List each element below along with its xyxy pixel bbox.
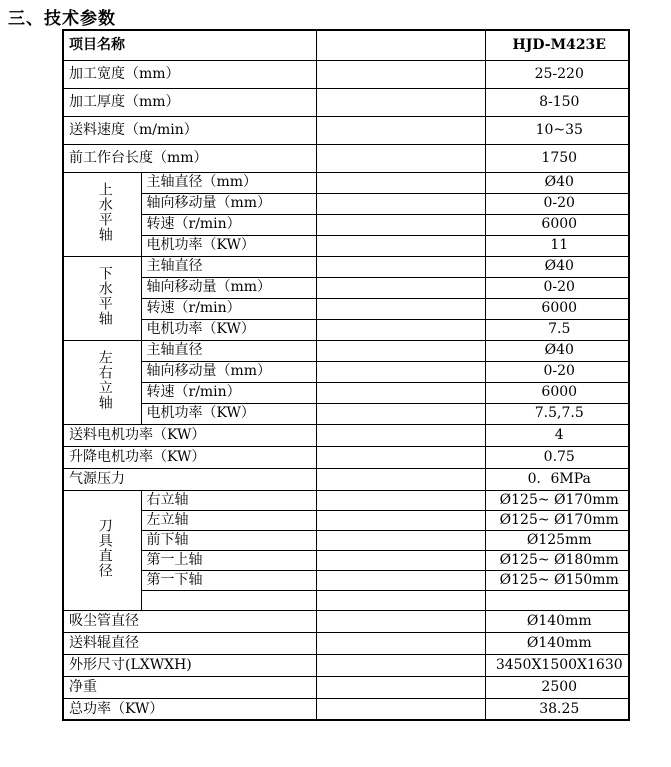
spec-row [63, 144, 629, 172]
section-title: 三、技术参数 [8, 9, 116, 28]
spec-value: 6000 [485, 214, 629, 235]
middle-cell [316, 610, 485, 632]
spec-label: 第一下轴 [141, 570, 316, 590]
spec-row [63, 510, 629, 530]
spec-row [63, 698, 629, 720]
spec-row [63, 632, 629, 654]
spec-value: 4 [485, 424, 629, 446]
spec-value: Ø125~ Ø150mm [485, 570, 629, 590]
middle-cell [316, 193, 485, 214]
spec-value: 6000 [485, 382, 629, 403]
spec-label: 总功率（KW） [63, 698, 316, 720]
spec-value: 38.25 [485, 698, 629, 720]
spec-label: 转速（r/min） [141, 298, 316, 319]
middle-cell [316, 361, 485, 382]
spec-row [63, 490, 629, 510]
spec-value: 7.5,7.5 [485, 403, 629, 424]
middle-cell [316, 676, 485, 698]
middle-cell [316, 298, 485, 319]
spec-value: Ø40 [485, 340, 629, 361]
spec-value: Ø125~ Ø170mm [485, 510, 629, 530]
spec-value: 11 [485, 235, 629, 256]
group-label-text: 左右立轴 [96, 349, 113, 410]
spec-label: 吸尘管直径 [63, 610, 316, 632]
spec-value: 0.75 [485, 446, 629, 468]
middle-cell [316, 698, 485, 720]
spec-label: 主轴直径 [141, 340, 316, 361]
spec-value: 25-220 [485, 60, 629, 88]
spec-value: 8-150 [485, 88, 629, 116]
middle-cell [316, 403, 485, 424]
spec-value: 2500 [485, 676, 629, 698]
middle-cell [316, 214, 485, 235]
spec-label: 送料电机功率（KW） [63, 424, 316, 446]
spec-label: 送料速度（m/min） [63, 116, 316, 144]
middle-cell [316, 632, 485, 654]
middle-cell [316, 468, 485, 490]
spec-row [63, 193, 629, 214]
spec-label: 右立轴 [141, 490, 316, 510]
spec-row [63, 468, 629, 490]
spec-row [63, 172, 629, 193]
column-header-model: HJD-M423E [485, 30, 629, 60]
spec-value [485, 590, 629, 610]
spec-row [63, 361, 629, 382]
group-label-tool-diameter [63, 490, 141, 610]
spec-label: 电机功率（KW） [141, 403, 316, 424]
middle-cell [316, 319, 485, 340]
spec-row [63, 340, 629, 361]
spec-label: 电机功率（KW） [141, 235, 316, 256]
spec-label: 净重 [63, 676, 316, 698]
column-header-item-name: 项目名称 [63, 30, 316, 60]
middle-cell [316, 116, 485, 144]
middle-cell [316, 570, 485, 590]
spec-value: Ø125~ Ø180mm [485, 550, 629, 570]
header-row [63, 30, 629, 60]
spec-row [63, 235, 629, 256]
spec-value: 0-20 [485, 277, 629, 298]
middle-cell [316, 530, 485, 550]
middle-cell [316, 446, 485, 468]
group-label-upper-horizontal-spindle [63, 172, 141, 256]
spec-value: 7.5 [485, 319, 629, 340]
spec-value: 6000 [485, 298, 629, 319]
middle-cell [316, 424, 485, 446]
spec-row [63, 550, 629, 570]
spec-value: Ø125mm [485, 530, 629, 550]
spec-row [63, 88, 629, 116]
spec-row [63, 214, 629, 235]
middle-cell [316, 172, 485, 193]
spec-value: 0-20 [485, 361, 629, 382]
spec-value: 0．6MPa [485, 468, 629, 490]
middle-cell [316, 235, 485, 256]
spec-label: 轴向移动量（mm） [141, 277, 316, 298]
group-label-text: 上水平轴 [96, 181, 113, 242]
spec-value: 1750 [485, 144, 629, 172]
middle-cell [316, 550, 485, 570]
spec-row [63, 530, 629, 550]
spec-row [63, 424, 629, 446]
group-label-text: 下水平轴 [96, 265, 113, 326]
spec-value: Ø125~ Ø170mm [485, 490, 629, 510]
spec-value: Ø40 [485, 256, 629, 277]
spec-label: 前工作台长度（mm） [63, 144, 316, 172]
middle-cell [316, 654, 485, 676]
spec-label: 轴向移动量（mm） [141, 361, 316, 382]
spec-label [141, 590, 316, 610]
spec-row [63, 256, 629, 277]
middle-cell [316, 60, 485, 88]
spec-label: 左立轴 [141, 510, 316, 530]
spec-row [63, 676, 629, 698]
spec-label: 转速（r/min） [141, 214, 316, 235]
spec-label: 加工厚度（mm） [63, 88, 316, 116]
spec-label: 主轴直径 [141, 256, 316, 277]
spec-label: 外形尺寸(LXWXH) [63, 654, 316, 676]
spec-row [63, 277, 629, 298]
middle-cell [316, 144, 485, 172]
spec-row-empty [63, 590, 629, 610]
group-label-text: 刀具直径 [96, 517, 113, 578]
spec-label: 主轴直径（mm） [141, 172, 316, 193]
spec-row [63, 610, 629, 632]
spec-label: 加工宽度（mm） [63, 60, 316, 88]
middle-cell [316, 510, 485, 530]
spec-value: 10~35 [485, 116, 629, 144]
spec-label: 第一上轴 [141, 550, 316, 570]
spec-label: 轴向移动量（mm） [141, 193, 316, 214]
spec-label: 升降电机功率（KW） [63, 446, 316, 468]
spec-value: Ø40 [485, 172, 629, 193]
spec-label: 电机功率（KW） [141, 319, 316, 340]
spec-row [63, 654, 629, 676]
middle-cell [316, 490, 485, 510]
spec-row [63, 570, 629, 590]
spec-row [63, 382, 629, 403]
spec-row [63, 446, 629, 468]
spec-value: Ø140mm [485, 610, 629, 632]
spec-row [63, 116, 629, 144]
spec-row [63, 60, 629, 88]
middle-cell [316, 340, 485, 361]
spec-row [63, 319, 629, 340]
group-label-left-right-vertical-spindle [63, 340, 141, 424]
middle-cell [316, 590, 485, 610]
spec-value: Ø140mm [485, 632, 629, 654]
group-label-lower-horizontal-spindle [63, 256, 141, 340]
middle-cell [316, 382, 485, 403]
middle-header-cell [316, 30, 485, 60]
spec-value: 3450X1500X1630 [485, 654, 629, 676]
middle-cell [316, 88, 485, 116]
spec-row [63, 403, 629, 424]
middle-cell [316, 277, 485, 298]
specs-table [62, 29, 630, 721]
spec-value: 0-20 [485, 193, 629, 214]
spec-label: 转速（r/min） [141, 382, 316, 403]
spec-label: 前下轴 [141, 530, 316, 550]
spec-row [63, 298, 629, 319]
spec-label: 送料辊直径 [63, 632, 316, 654]
middle-cell [316, 256, 485, 277]
spec-label: 气源压力 [63, 468, 316, 490]
